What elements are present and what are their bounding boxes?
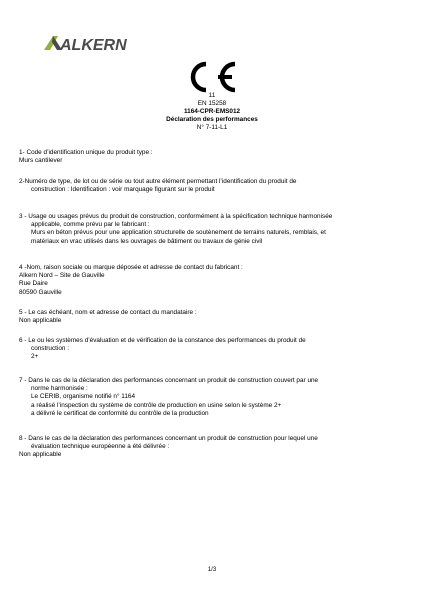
section-3-cont: applicable, comme prévu par le fabricant :: [31, 221, 150, 229]
section-4-line-3: 80590 Gauville: [19, 288, 62, 296]
section-7-value-3: a délivré le certificat de conformité du contrôle de la production: [31, 409, 209, 417]
section-3: [19, 213, 409, 246]
section-2: [19, 178, 409, 194]
section-8-cont: évaluation technique européenne a été délivrée :: [31, 443, 170, 451]
alkern-logo: [40, 30, 146, 56]
section-5: [19, 309, 409, 325]
section-5-value: Non applicable: [19, 317, 62, 325]
ce-mark: [180, 60, 240, 94]
section-2-title: 2-Numéro de type, de lot ou de série ou tout autre élément permettant l’identification du produit de: [19, 178, 297, 185]
section-8-title: 8 - Dans le cas de la déclaration des performances concernant un produit de construction pour lequel une: [19, 435, 318, 442]
section-7-title: 7 - Dans le cas de la déclaration des performances concernant un produit de construction couvert par une: [19, 377, 319, 384]
section-1-title: 1- Code d’identification unique du produit type :: [19, 149, 153, 156]
document-number: N° 7-11-L1: [196, 124, 228, 131]
section-5-title: 5 - Le cas échéant, nom et adresse de contact du mandataire :: [19, 309, 197, 316]
section-7: [19, 377, 409, 418]
section-4: [19, 264, 409, 297]
notified-number: 11: [208, 92, 216, 99]
section-8: [19, 435, 409, 460]
section-6: [19, 337, 409, 362]
section-4-line-2: Rue Daire: [19, 280, 48, 288]
reference: 1164-CPR-EMS012: [183, 108, 241, 115]
section-2-cont: construction : Identification : voir marquage figurant sur le produit: [31, 186, 215, 194]
standard: EN 15258: [197, 100, 227, 107]
section-7-cont: norme harmonisée :: [31, 385, 88, 393]
section-8-value: Non applicable: [19, 451, 62, 459]
section-6-value: 2+: [31, 353, 39, 361]
section-1: [19, 149, 409, 165]
section-3-value-1: Murs en béton prévus pour une application structurelle de soutènement de terrains naturels, remblais, et: [31, 229, 326, 237]
section-4-line-1: Alkern Nord – Site de Gauville: [19, 272, 105, 280]
document-title: Déclaration des performances: [166, 116, 258, 123]
section-6-cont: construction :: [31, 345, 70, 353]
section-6-title: 6 - Le ou les systèmes d’évaluation et de vérification de la constance des performances du produit de: [19, 337, 306, 344]
section-7-value-1: Le CERIB, organisme notifié n° 1164: [31, 393, 136, 401]
section-3-title: 3 - Usage ou usages prévus du produit de construction, conformément à la spécification technique harmonisée: [19, 213, 333, 220]
section-4-title: 4 -Nom, raison sociale ou marque déposée et adresse de contact du fabricant :: [19, 264, 243, 271]
section-1-value: Murs cantilever: [19, 157, 63, 165]
page-number: 1/3: [207, 567, 217, 573]
logo-text: ALKERN: [60, 37, 127, 54]
section-3-value-2: matériaux en vrac utilisés dans les ouvrages de bâtiment ou travaux de génie civil: [31, 237, 263, 245]
section-7-value-2: a réalisé l’inspection du système de contrôle de production en usine selon le système 2+: [31, 401, 282, 409]
